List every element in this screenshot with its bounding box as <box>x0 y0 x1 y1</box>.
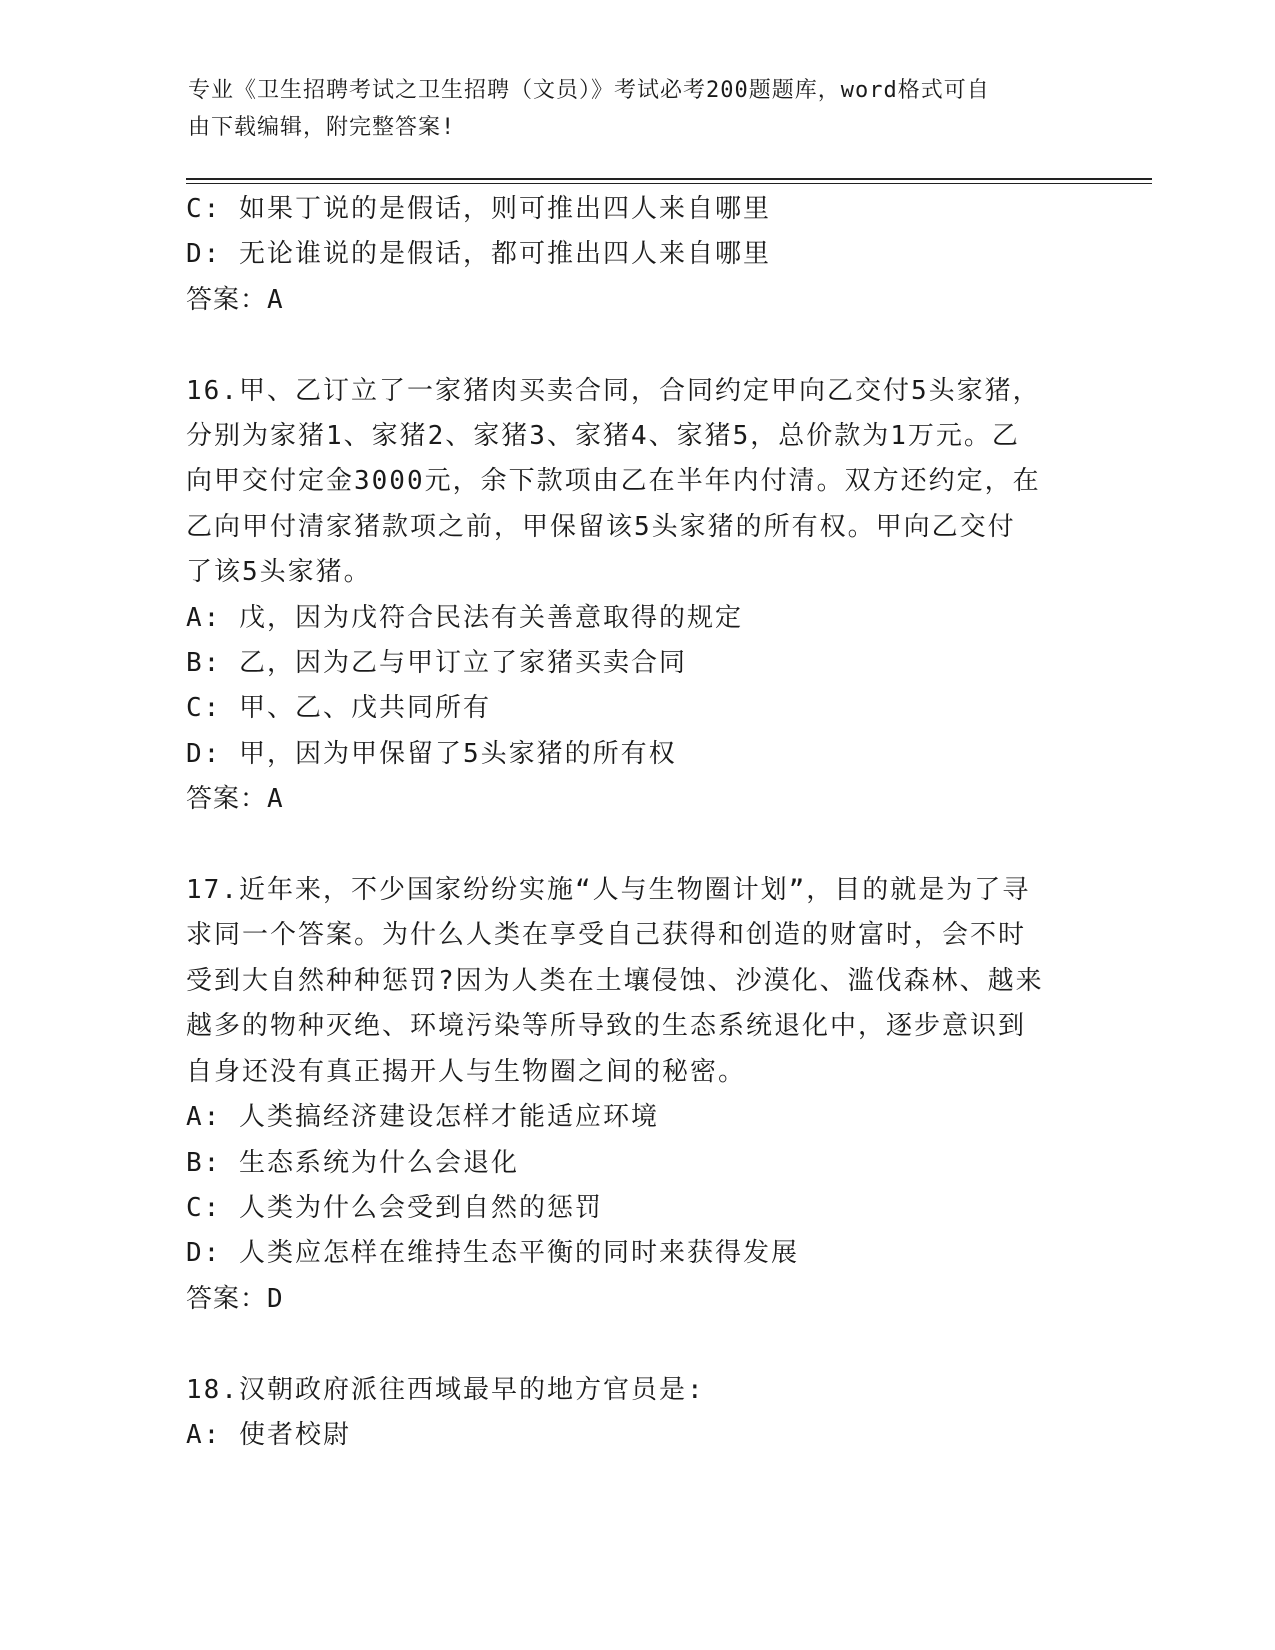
option-d: D: 人类应怎样在维持生态平衡的同时来获得发展 <box>186 1238 799 1269</box>
option-b: B: 生态系统为什么会退化 <box>186 1147 519 1178</box>
question-16-text-line: 了该5头家猪。 <box>186 557 372 588</box>
spacer <box>186 323 1086 368</box>
option-a: A: 使者校尉 <box>186 1419 351 1450</box>
header-title-line-1: 专业《卫生招聘考试之卫生招聘（文员）》考试必考200题题库，word格式可自 <box>188 78 990 103</box>
question-16-block <box>186 369 1086 823</box>
header-title-line-2: 由下载编辑，附完整答案! <box>188 115 456 140</box>
option-c: C: 甲、乙、戊共同所有 <box>186 693 491 724</box>
question-16-text-line: 16.甲、乙订立了一家猪肉买卖合同，合同约定甲向乙交付5头家猪， <box>186 375 1041 406</box>
question-18-text-line: 18.汉朝政府派往西域最早的地方官员是: <box>186 1374 705 1405</box>
header-divider-thin <box>186 183 1152 184</box>
spacer <box>186 823 1086 868</box>
page-header <box>188 72 1068 146</box>
question-17-text-line: 17.近年来，不少国家纷纷实施“人与生物圈计划”，目的就是为了寻 <box>186 875 1031 906</box>
header-divider-thick <box>186 178 1152 180</box>
option-c: C: 如果丁说的是假话，则可推出四人来自哪里 <box>186 194 771 224</box>
spacer <box>186 1322 1086 1367</box>
answer-line: 答案：D <box>186 1283 284 1314</box>
question-17-block <box>186 868 1086 1322</box>
question-17-text-line: 自身还没有真正揭开人与生物圈之间的秘密。 <box>186 1056 747 1087</box>
question-16-text-line: 乙向甲付清家猪款项之前，甲保留该5头家猪的所有权。甲向乙交付 <box>186 511 1016 542</box>
question-16-text-line: 向甲交付定金3000元，余下款项由乙在半年内付清。双方还约定，在 <box>186 466 1041 497</box>
question-17-text-line: 越多的物种灭绝、环境污染等所导致的生态系统退化中，逐步意识到 <box>186 1011 1027 1042</box>
option-a: A: 人类搞经济建设怎样才能适应环境 <box>186 1102 659 1133</box>
question-16-text-line: 分别为家猪1、家猪2、家猪3、家猪4、家猪5，总价款为1万元。乙 <box>186 421 1020 452</box>
question-content <box>186 187 1086 1458</box>
question-17-text-line: 求同一个答案。为什么人类在享受自己获得和创造的财富时，会不时 <box>186 920 1027 951</box>
answer-line: 答案：A <box>186 784 284 815</box>
option-c: C: 人类为什么会受到自然的惩罚 <box>186 1192 603 1223</box>
question-17-text-line: 受到大自然种种惩罚?因为人类在土壤侵蚀、沙漠化、滥伐森林、越来 <box>186 965 1044 996</box>
option-b: B: 乙，因为乙与甲订立了家猪买卖合同 <box>186 648 687 679</box>
option-d: D: 无论谁说的是假话，都可推出四人来自哪里 <box>186 239 771 270</box>
prev-question-block <box>186 187 1086 323</box>
option-d: D: 甲，因为甲保留了5头家猪的所有权 <box>186 738 677 769</box>
answer-line: 答案：A <box>186 284 284 315</box>
question-18-block <box>186 1368 1086 1459</box>
option-a: A: 戊，因为戊符合民法有关善意取得的规定 <box>186 602 743 633</box>
